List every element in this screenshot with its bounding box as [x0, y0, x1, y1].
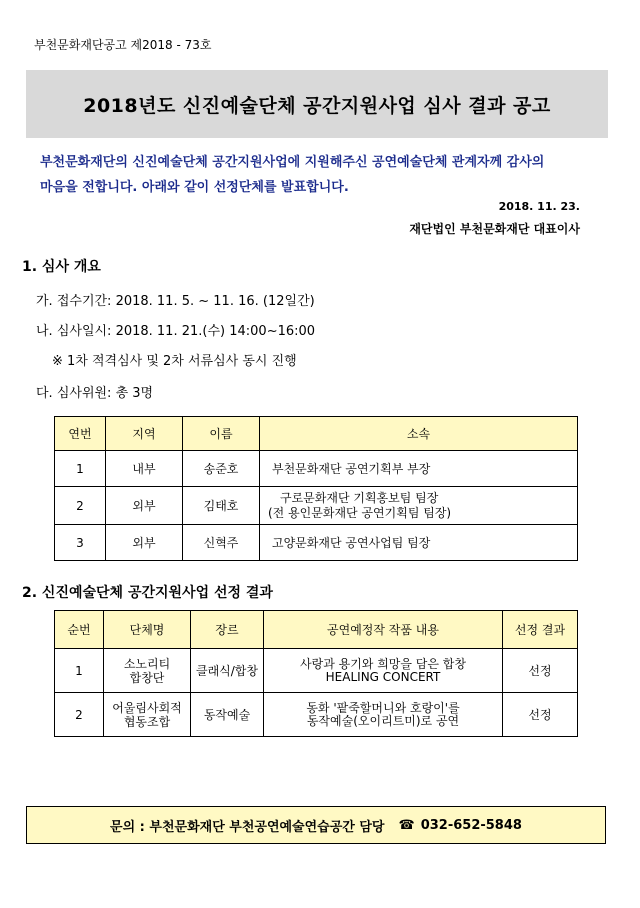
- row-number: 2: [55, 487, 106, 525]
- contact-phone: 032-652-5848: [420, 817, 522, 833]
- column-header: 단체명: [104, 611, 191, 649]
- work-line: 동화 '팥죽할머니와 호랑이'를: [306, 700, 460, 715]
- affiliation-line: 부천문화재단 공연기획부 부장: [272, 462, 431, 476]
- column-header: 장르: [191, 611, 264, 649]
- title-banner: [26, 70, 608, 138]
- table-header-row: [55, 611, 578, 649]
- region-cell: 내부: [106, 451, 183, 487]
- table-row: [55, 525, 578, 561]
- affiliation-line: 고양문화재단 공연사업팀 팀장: [272, 536, 431, 550]
- column-header: 순번: [55, 611, 104, 649]
- contact-text: 문의 : 부천문화재단 부천공연예술연습공간 담당: [110, 819, 385, 835]
- table-row: [55, 451, 578, 487]
- genre-cell: 동작예술: [191, 693, 264, 737]
- organization-line: 어울림사회적: [112, 700, 182, 715]
- review-note: ※ 1차 적격심사 및 2차 서류심사 동시 진행: [52, 354, 297, 369]
- result-cell: 선정: [503, 693, 578, 737]
- organization-cell: [104, 649, 191, 693]
- genre-cell: 클래식/합창: [191, 649, 264, 693]
- affiliation-line: (전 용인문화재단 공연기획팀 팀장): [268, 505, 452, 520]
- column-header: 공연예정작 작품 내용: [264, 611, 503, 649]
- column-header: 선정 결과: [503, 611, 578, 649]
- column-header: 이름: [183, 417, 260, 451]
- announcement-date: 2018. 11. 23.: [498, 200, 580, 213]
- phone-icon: ☎: [398, 817, 415, 833]
- row-number: 2: [55, 693, 104, 737]
- affiliation-line: 구로문화재단 기획홍보팀 팀장: [280, 490, 439, 505]
- work-line: 사랑과 용기와 희망을 담은 합창: [300, 656, 466, 671]
- work-cell: [264, 693, 503, 737]
- affiliation-cell: [260, 525, 578, 561]
- selection-table: [54, 610, 578, 737]
- name-cell: 신혁주: [183, 525, 260, 561]
- intro-paragraph: [40, 150, 596, 200]
- organization-line: 소노리티: [123, 656, 171, 671]
- work-line: HEALING CONCERT: [325, 669, 441, 684]
- region-cell: 외부: [106, 525, 183, 561]
- organization-line: 협동조합: [123, 714, 171, 729]
- review-datetime: 나. 심사일시: 2018. 11. 21.(수) 14:00~16:00: [36, 324, 316, 339]
- name-cell: 김태호: [183, 487, 260, 525]
- column-header: 연번: [55, 417, 106, 451]
- work-line: 동작예술(오이리트미)로 공연: [306, 713, 460, 728]
- row-number: 1: [55, 649, 104, 693]
- row-number: 1: [55, 451, 106, 487]
- column-header: 소속: [260, 417, 578, 451]
- organization-cell: [104, 693, 191, 737]
- organization-line: 합창단: [129, 670, 165, 685]
- section1-heading: 1. 심사 개요: [22, 259, 101, 275]
- row-number: 3: [55, 525, 106, 561]
- affiliation-cell: [260, 451, 578, 487]
- table-row: [55, 649, 578, 693]
- reviewer-count: 다. 심사위원: 총 3명: [36, 386, 154, 401]
- reception-period: 가. 접수기간: 2018. 11. 5. ~ 11. 16. (12일간): [36, 294, 315, 309]
- table-header-row: [55, 417, 578, 451]
- affiliation-cell: [260, 487, 578, 525]
- intro-line: 마음을 전합니다. 아래와 같이 선정단체를 발표합니다.: [40, 180, 349, 195]
- intro-line: 부천문화재단의 신진예술단체 공간지원사업에 지원해주신 공연예술단체 관계자께 감사의: [40, 155, 545, 170]
- page-title: 2018년도 신진예술단체 공간지원사업 심사 결과 공고: [83, 94, 551, 117]
- reviewer-table: [54, 416, 578, 561]
- table-row: [55, 487, 578, 525]
- region-cell: 외부: [106, 487, 183, 525]
- table-row: [55, 693, 578, 737]
- issuer: 재단법인 부천문화재단 대표이사: [409, 222, 580, 236]
- work-cell: [264, 649, 503, 693]
- column-header: 지역: [106, 417, 183, 451]
- section2-heading: 2. 신진예술단체 공간지원사업 선정 결과: [22, 585, 273, 601]
- document-number: 부천문화재단공고 제2018 - 73호: [34, 38, 212, 52]
- result-cell: 선정: [503, 649, 578, 693]
- name-cell: 송준호: [183, 451, 260, 487]
- contact-box: [26, 806, 606, 844]
